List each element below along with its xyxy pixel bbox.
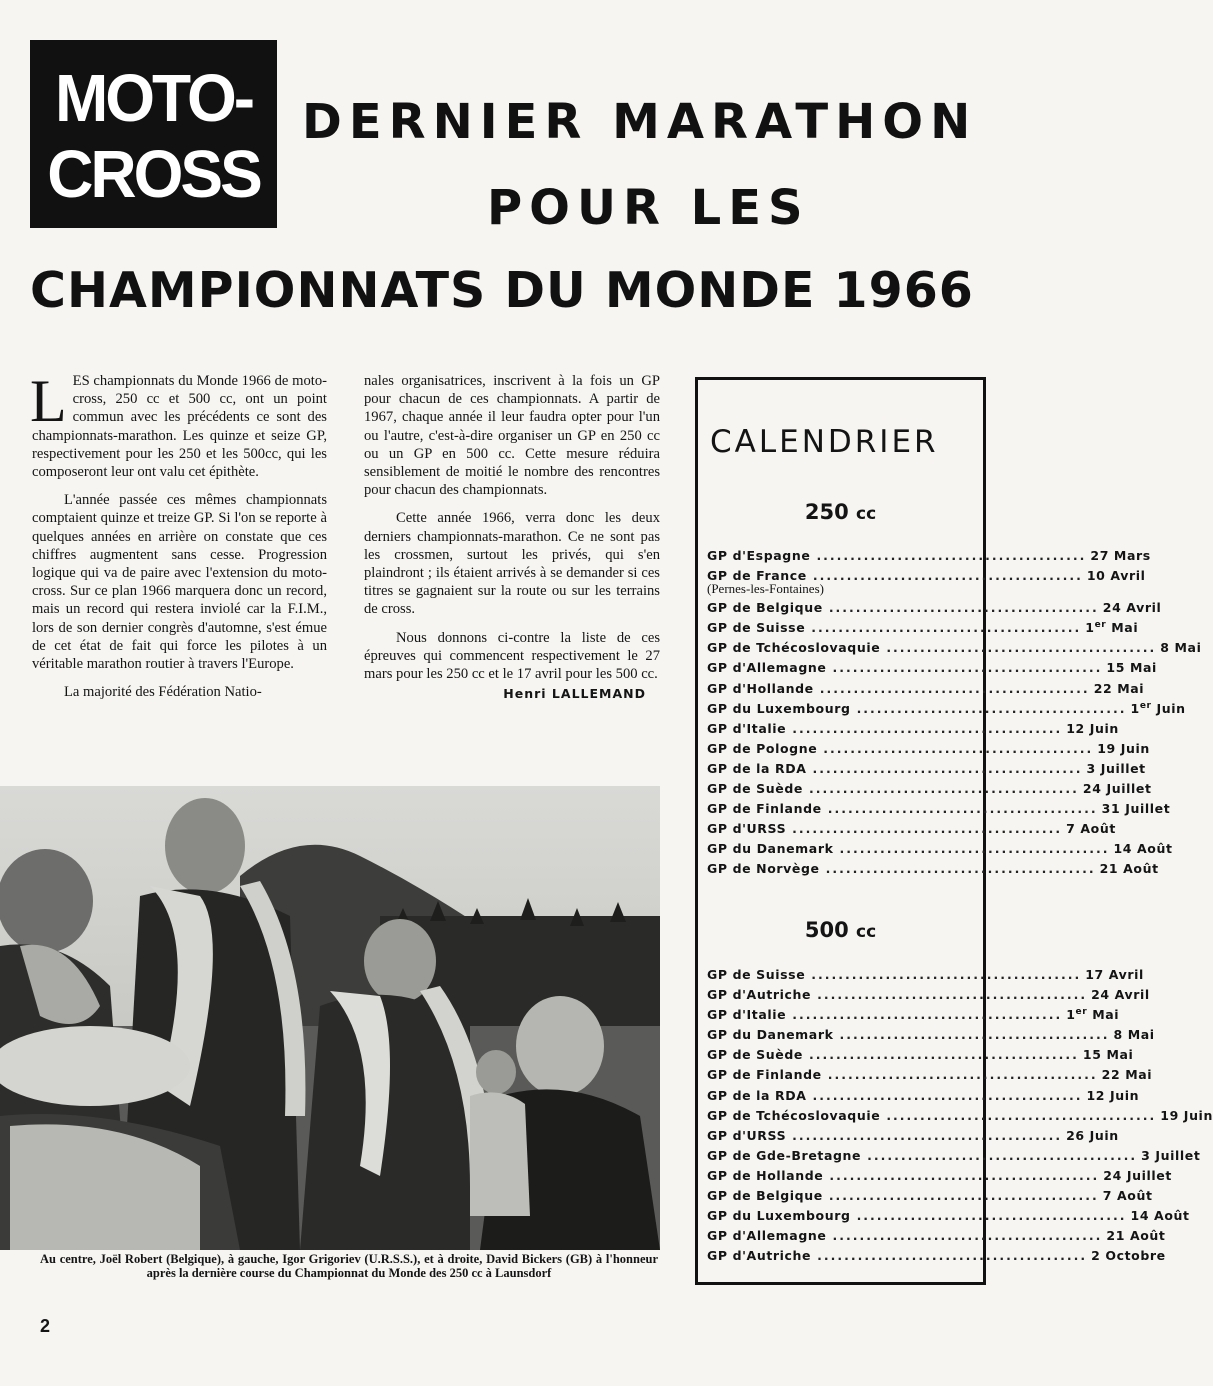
article-column-2	[364, 372, 660, 703]
dot-leader: ........................................	[816, 548, 1087, 563]
event-name: GP du Luxembourg	[707, 700, 851, 716]
dot-leader: ........................................	[812, 568, 1083, 584]
section-badge	[30, 40, 277, 228]
event-name: GP de Suisse	[707, 967, 806, 982]
calendar-row	[707, 739, 1150, 759]
article-paragraph: La majorité des Fédération Natio-	[64, 684, 262, 701]
article-paragraph: Cette année 1966, verra donc les deux derniers championnats-marathon. Ce ne sont pas les crossmen, surtout les privés, qui s'en plaindront ; ils étaient arrivés à se demander si ces titres se gagnaient sur la route ou sur les terrains de cross.	[364, 510, 660, 618]
dot-leader: ........................................	[886, 640, 1157, 656]
event-name: GP de Belgique	[707, 1188, 823, 1204]
calendar-row	[707, 1166, 1172, 1186]
event-date: 8 Mai	[1113, 1027, 1155, 1043]
calendar-row	[707, 1246, 1166, 1266]
event-date: 10 Avril	[1086, 568, 1146, 584]
event-date: 7 Août	[1102, 1188, 1153, 1204]
dot-leader: ........................................	[856, 1208, 1127, 1224]
dot-leader: ........................................	[828, 600, 1099, 616]
event-name: GP de France	[707, 568, 807, 584]
event-date: 24 Juillet	[1082, 781, 1152, 797]
badge-line-2: CROSS	[47, 136, 260, 212]
dot-leader: ........................................	[839, 841, 1110, 857]
calendar-row	[707, 859, 1159, 879]
event-date: 19 Juin	[1160, 1107, 1213, 1123]
dot-leader: ........................................	[832, 660, 1103, 676]
dot-leader: ........................................	[811, 620, 1082, 636]
dot-leader: ........................................	[812, 760, 1083, 776]
event-name: GP du Danemark	[707, 841, 834, 857]
event-name: GP de Suisse	[707, 620, 806, 636]
dot-leader: ........................................	[823, 740, 1094, 756]
section-unit: cc	[856, 504, 877, 524]
event-name: GP d'Allemagne	[707, 660, 827, 676]
article-paragraph	[30, 368, 327, 481]
event-name: GP de Finlande	[707, 801, 822, 817]
dot-leader: ........................................	[856, 700, 1127, 716]
event-name: GP de la RDA	[707, 760, 807, 776]
event-date: 1er Mai	[1066, 1007, 1120, 1023]
event-date: 14 Août	[1113, 841, 1173, 857]
article-paragraph: nales organisatrices, inscrivent à la fois un GP pour chacun de ces championnats. A partir de 1967, chaque année il leur faudra opter pour l'un ou l'autre, c'est-à-dire organiser un GP en 250 cc ou un GP en 500 cc. Cette mesure réduira sensiblement de moitié le nombre des rencontres pour chacun des championnats.	[364, 373, 660, 499]
event-name: GP de Belgique	[707, 600, 823, 616]
dot-leader: ........................................	[792, 1007, 1063, 1023]
dot-leader: ........................................	[792, 821, 1063, 837]
dot-leader: ........................................	[832, 1228, 1103, 1244]
section-unit: cc	[856, 922, 877, 942]
calendar-row	[707, 658, 1157, 678]
calendar-row	[707, 1206, 1190, 1226]
calendar-row	[707, 759, 1146, 779]
calendar-list-250cc	[707, 546, 1202, 880]
event-date: 21 Août	[1099, 861, 1159, 877]
calendar-row	[707, 1126, 1119, 1146]
calendar-row	[707, 1025, 1155, 1045]
event-name: GP de Gde-Bretagne	[707, 1147, 862, 1163]
event-date: 12 Juin	[1066, 720, 1119, 736]
event-name: GP de Hollande	[707, 1167, 824, 1183]
calendar-row	[707, 1146, 1201, 1166]
calendar-list-500cc	[707, 965, 1213, 1266]
event-name: GP d'Autriche	[707, 1248, 812, 1264]
event-date: 27 Mars	[1090, 548, 1151, 563]
dot-leader: ........................................	[792, 720, 1063, 736]
dot-leader: ........................................	[829, 1167, 1100, 1183]
calendar-row	[707, 1065, 1153, 1085]
calendar-row	[707, 546, 1151, 566]
event-date: 24 Avril	[1091, 987, 1150, 1003]
event-date: 8 Mai	[1160, 640, 1202, 656]
event-name: GP de Finlande	[707, 1067, 822, 1083]
event-date: 21 Août	[1106, 1228, 1166, 1244]
calendar-row	[707, 699, 1186, 719]
event-name: GP de Suède	[707, 1047, 803, 1063]
dot-leader: ........................................	[819, 680, 1090, 696]
dot-leader: ........................................	[812, 1087, 1083, 1103]
calendar-row	[707, 839, 1173, 859]
event-date: 3 Juillet	[1141, 1147, 1201, 1163]
badge-line-1: MOTO-	[54, 60, 253, 136]
calendar-row	[707, 1186, 1153, 1206]
event-name: GP de Pologne	[707, 740, 818, 756]
event-name: GP d'URSS	[707, 821, 787, 837]
calendar-row	[707, 618, 1139, 638]
event-date: 22 Mai	[1093, 680, 1145, 696]
podium-photo	[0, 786, 660, 1250]
article-author: Henri LALLEMAND	[503, 686, 646, 702]
calendar-row	[707, 985, 1150, 1005]
section-500cc-heading	[698, 918, 983, 942]
event-date: 15 Mai	[1082, 1047, 1134, 1063]
dot-leader: ........................................	[827, 801, 1098, 817]
calendar-row	[707, 965, 1144, 985]
event-name: GP de Suède	[707, 781, 803, 797]
headline-line-1: DERNIER MARATHON	[302, 94, 978, 150]
event-date: 2 Octobre	[1091, 1248, 1166, 1264]
event-date: 24 Juillet	[1103, 1167, 1172, 1183]
event-date: 24 Avril	[1102, 600, 1162, 616]
event-date: 14 Août	[1130, 1208, 1190, 1224]
dot-leader: ........................................	[867, 1147, 1138, 1163]
page-number: 2	[40, 1316, 51, 1336]
section-number: 500	[804, 918, 849, 942]
event-date: 31 Juillet	[1101, 801, 1171, 817]
calendar-row	[707, 1106, 1213, 1126]
dot-leader: ........................................	[839, 1027, 1110, 1043]
calendar-row	[707, 598, 1162, 618]
article-paragraph: Nous donnons ci-contre la liste de ces épreuves qui commencent respectivement le 27 mars pour les 250 cc et le 17 avril pour les 500 cc.	[364, 629, 660, 683]
calendar-title: CALENDRIER	[710, 424, 939, 460]
event-name: GP d'Italie	[707, 720, 787, 736]
event-name: GP d'Autriche	[707, 987, 812, 1003]
event-name: GP du Luxembourg	[707, 1208, 851, 1224]
event-date: 22 Mai	[1101, 1067, 1153, 1083]
event-name: GP de Tchécoslovaquie	[707, 1107, 881, 1123]
calendar-row	[707, 679, 1145, 699]
dot-leader: ........................................	[817, 987, 1088, 1003]
calendar-row	[707, 638, 1202, 658]
calendar-row	[707, 799, 1171, 819]
event-date: 7 Août	[1066, 821, 1116, 837]
calendar-row	[707, 1086, 1140, 1106]
article-column-1	[30, 368, 327, 711]
event-name: GP de Norvège	[707, 861, 820, 877]
dot-leader: ........................................	[886, 1107, 1157, 1123]
article-paragraph: L'année passée ces mêmes championnats comptaient quinze et treize GP. Si l'on se reporte à quelques années en arrière on constate que ces chiffres augmentent sans cesse. Progression logique qui va de paire avec l'extension du moto-cross. Sur ce plan 1966 marquera donc un record, mais un record qui restera inviolé car la F.I.M., lors de son dernier congrès d'automne, s'est émue de cet état de fait qui force les pilotes à un véritable marathon routier à travers l'Europe.	[32, 492, 327, 673]
dot-leader: ........................................	[808, 1047, 1079, 1063]
event-name: GP d'Espagne	[707, 548, 811, 563]
dot-leader: ........................................	[817, 1248, 1088, 1264]
event-date: 1er Mai	[1085, 620, 1139, 636]
photo-illustration	[0, 786, 660, 1250]
drop-cap: L	[30, 368, 67, 434]
calendar-row	[707, 719, 1119, 739]
dot-leader: ........................................	[827, 1067, 1098, 1083]
event-name: GP d'Italie	[707, 1007, 787, 1023]
calendar-row	[707, 779, 1152, 799]
event-date: 12 Juin	[1086, 1087, 1140, 1103]
dot-leader: ........................................	[825, 861, 1096, 877]
event-name: GP d'Allemagne	[707, 1228, 827, 1244]
photo-caption: Au centre, Joël Robert (Belgique), à gauche, Igor Grigoriev (U.R.S.S.), et à droite, David Bickers (GB) à l'honneur après la dernière course du Championnat du Monde des 250 cc à Launsdorf	[40, 1252, 658, 1281]
event-date: 15 Mai	[1106, 660, 1157, 676]
dot-leader: ........................................	[792, 1127, 1063, 1143]
event-name: GP d'Hollande	[707, 680, 814, 696]
event-location: (Pernes-les-Fontaines)	[707, 581, 824, 597]
event-name: GP de Tchécoslovaquie	[707, 640, 881, 656]
event-date: 19 Juin	[1097, 740, 1150, 756]
section-number: 250	[804, 500, 849, 524]
dot-leader: ........................................	[811, 967, 1082, 982]
event-name: GP d'URSS	[707, 1127, 787, 1143]
calendar-row	[707, 1045, 1134, 1065]
dot-leader: ........................................	[828, 1188, 1099, 1204]
section-250cc-heading	[698, 500, 983, 524]
calendar-row	[707, 1226, 1166, 1246]
headline-line-3: CHAMPIONNATS DU MONDE 1966	[30, 262, 974, 319]
calendar-row	[707, 819, 1116, 839]
headline-line-2: POUR LES	[487, 180, 810, 236]
calendar-box	[695, 377, 1213, 1285]
event-date: 17 Avril	[1085, 967, 1144, 982]
event-name: GP de la RDA	[707, 1087, 807, 1103]
dot-leader: ........................................	[808, 781, 1079, 797]
paragraph-text: ES championnats du Monde 1966 de moto-cross, 250 cc et 500 cc, ont un point commun avec les précédents ce sont des championnats-marathon. Les quinze et seize GP, respectivement pour les 250 et les 500cc, qui les composeront leur ont valu cet épithète.	[32, 373, 327, 481]
event-date: 26 Juin	[1066, 1127, 1119, 1143]
event-name: GP du Danemark	[707, 1027, 834, 1043]
event-date: 3 Juillet	[1086, 760, 1146, 776]
calendar-row	[707, 1005, 1120, 1025]
event-date: 1er Juin	[1130, 700, 1186, 716]
